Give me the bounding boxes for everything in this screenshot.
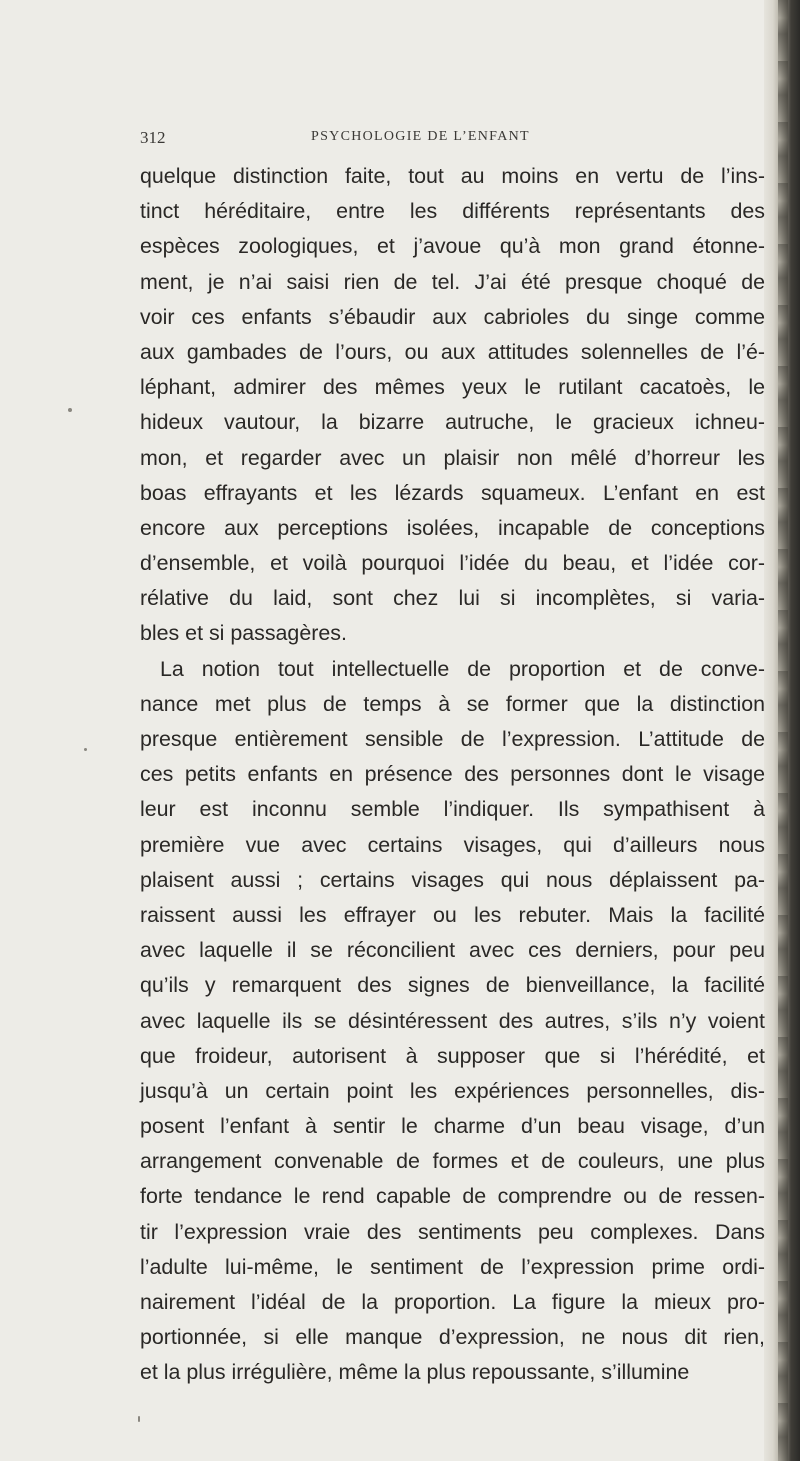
text-line: tir l’expression vraie des sentiments peu complexes. Dans [140,1219,765,1244]
text-line: boas effrayants et les lézards squameux. L’enfant en est [140,480,765,505]
text-line: leur est inconnu semble l’indiquer. Ils sympathisent à [140,797,765,822]
text-line: avec laquelle il se réconcilient avec ces derniers, pour peu [140,938,765,963]
text-line: avec laquelle ils se désintéressent des autres, s’ils n’y voient [140,1008,765,1033]
page-gutter-edge [764,0,800,1461]
text-line: hideux vautour, la bizarre autruche, le gracieux ichneu- [140,410,765,435]
text-line: l’adulte lui-même, le sentiment de l’expression prime ordi- [140,1254,765,1279]
page-number: 312 [140,128,166,147]
text-line: raissent aussi les effrayer ou les rebuter. Mais la facilité [140,902,765,927]
running-head: PSYCHOLOGIE DE L’ENFANT [311,129,530,144]
paper-speck [84,748,87,751]
text-line: presque entièrement sensible de l’expression. L’attitude de [140,727,765,751]
text-line: d’ensemble, et voilà pourquoi l’idée du beau, et l’idée cor- [140,551,765,576]
text-line: quelque distinction faite, tout au moins en vertu de l’ins- [140,164,765,188]
text-line: encore aux perceptions isolées, incapable de conceptions [140,515,765,540]
text-line: plaisent aussi ; certains visages qui nous déplaissent pa- [140,867,765,892]
text-line: jusqu’à un certain point les expériences personnelles, dis- [140,1078,765,1103]
page-header [140,128,740,150]
text-line: tinct héréditaire, entre les différents représentants des [140,199,765,224]
text-line: bles et si passagères. [140,621,347,646]
text-line: qu’ils y remarquent des signes de bienveillance, la facilité [140,973,765,998]
body-text [140,159,765,1391]
text-line: nance met plus de temps à se former que la distinction [140,691,765,716]
text-line: et la plus irrégulière, même la plus repoussante, s’illumine [140,1360,690,1385]
text-line: ment, je n’ai saisi rien de tel. J’ai été presque choqué de [140,269,765,294]
text-line: mon, et regarder avec un plaisir non mêlé d’horreur les [140,445,765,470]
text-line: première vue avec certains visages, qui d’ailleurs nous [140,832,765,857]
paper-speck [138,1416,140,1422]
text-line: aux gambades de l’ours, ou aux attitudes solennelles de l’é- [140,339,765,364]
text-line: espèces zoologiques, et j’avoue qu’à mon grand étonne- [140,234,765,259]
text-line: rélative du laid, sont chez lui si incomplètes, si varia- [140,586,765,611]
text-line: arrangement convenable de formes et de couleurs, une plus [140,1149,765,1174]
text-line: posent l’enfant à sentir le charme d’un beau visage, d’un [140,1114,765,1139]
text-line: voir ces enfants s’ébaudir aux cabrioles du singe comme [140,304,765,329]
text-line: La notion tout intellectuelle de proportion et de conve- [160,656,765,681]
text-line: que froideur, autorisent à supposer que si l’hérédité, et [140,1043,765,1068]
text-line: forte tendance le rend capable de comprendre ou de ressen- [140,1184,765,1209]
text-line: portionnée, si elle manque d’expression, ne nous dit rien, [140,1325,765,1350]
text-line: léphant, admirer des mêmes yeux le rutilant cacatoès, le [140,375,765,400]
text-line: nairement l’idéal de la proportion. La figure la mieux pro- [140,1290,765,1314]
paper-speck [68,408,72,412]
text-line: ces petits enfants en présence des personnes dont le visage [140,762,765,787]
